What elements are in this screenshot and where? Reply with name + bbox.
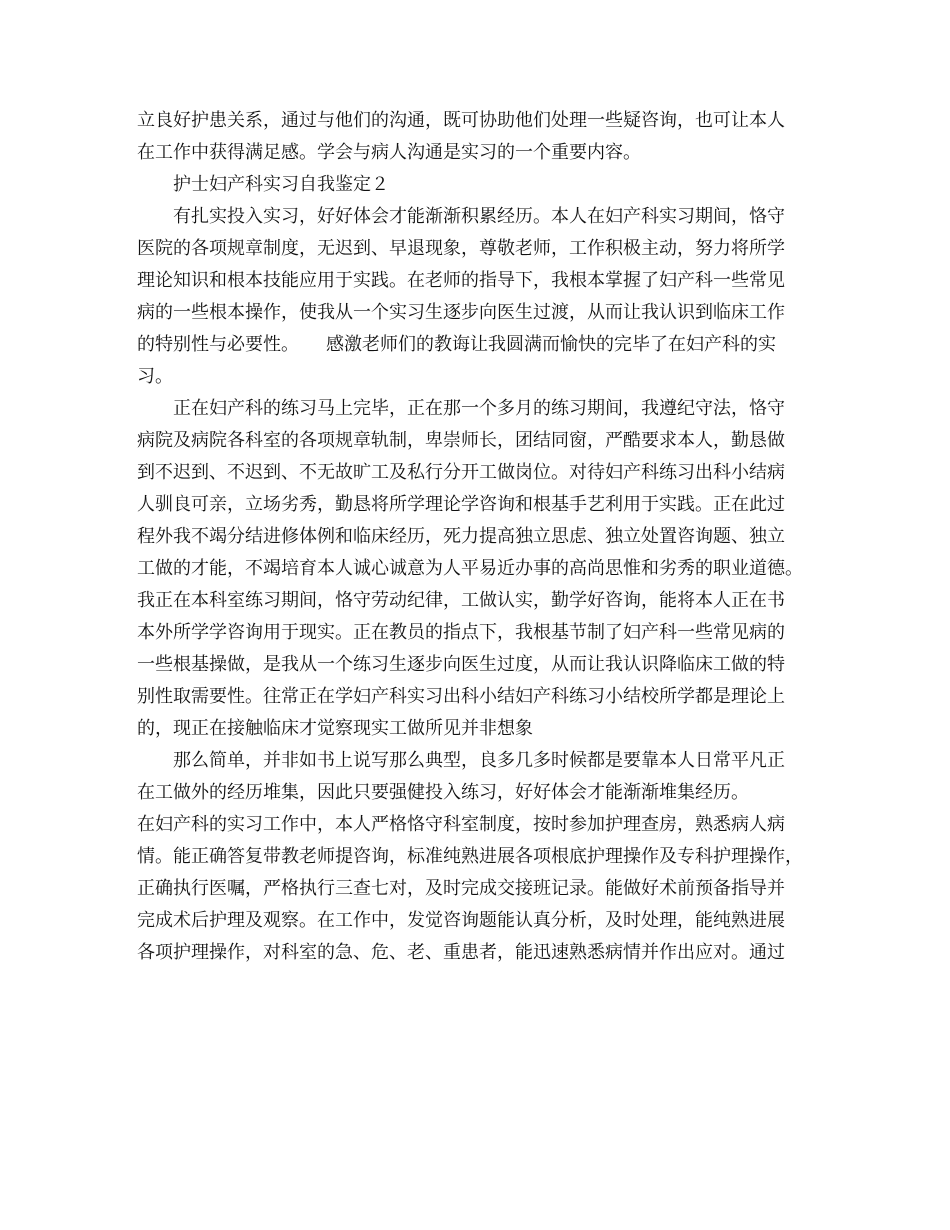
text-line: 病院及病院各科室的各项规章轨制，卑崇师长，团结同窗，严酷要求本人，勤恳做 (137, 430, 785, 451)
text-line: 工做的才能，不竭培育本人诚心诚意为人平易近办事的高尚思惟和劣秀的职业道德。 (137, 558, 803, 579)
text-line: 那么简单，并非如书上说写那么典型，良多几多时候都是要靠本人日常平凡正 (173, 750, 785, 771)
text-line: 在工作中获得满足感。学会与病人沟通是实习的一个重要内容。 (137, 142, 641, 163)
text-line: 有扎实投入实习，好好体会才能渐渐积累经历。本人在妇产科实习期间，恪守 (173, 206, 785, 227)
text-line: 医院的各项规章制度，无迟到、早退现象，尊敬老师，工作积极主动，努力将所学 (137, 238, 785, 259)
text-line: 习。 (137, 366, 173, 387)
text-line: 本外所学学咨询用于现实。正在教员的指点下，我根基节制了妇产科一些常见病的 (137, 622, 785, 643)
text-line: 立良好护患关系，通过与他们的沟通，既可协助他们处理一些疑咨询，也可让本人 (137, 110, 785, 131)
section-heading: 护士妇产科实习自我鉴定２ (173, 174, 389, 195)
text-line: 完成术后护理及观察。在工作中，发觉咨询题能认真分析，及时处理，能纯熟进展 (137, 910, 785, 931)
text-line: 理论知识和根本技能应用于实践。在老师的指导下，我根本掌握了妇产科一些常见 (137, 270, 785, 291)
text-line: 一些根基操做，是我从一个练习生逐步向医生过度，从而让我认识降临床工做的特 (137, 654, 785, 675)
text-line: 程外我不竭分结进修体例和临床经历，死力提高独立思虑、独立处置咨询题、独立 (137, 526, 785, 547)
text-line: 正在妇产科的练习马上完毕，正在那一个多月的练习期间，我遵纪守法，恪守 (173, 398, 785, 419)
text-line: 正确执行医嘱，严格执行三查七对，及时完成交接班记录。能做好术前预备指导并 (137, 878, 785, 899)
text-line: 人驯良可亲，立场劣秀，勤恳将所学理论学咨询和根基手艺利用于实践。正在此过 (137, 494, 785, 515)
document-body (137, 105, 817, 969)
text-line: 在工做外的经历堆集，因此只要强健投入练习，好好体会才能渐渐堆集经历。 (137, 782, 749, 803)
text-line: 各项护理操作，对科室的急、危、老、重患者，能迅速熟悉病情并作出应对。通过 (137, 942, 785, 963)
text-line: 的特别性与必要性。 感激老师们的教诲让我圆满而愉快的完毕了在妇产科的实 (137, 334, 776, 355)
text-line: 病的一些根本操作，使我从一个实习生逐步向医生过渡，从而让我认识到临床工作 (137, 302, 785, 323)
text-line: 在妇产科的实习工作中，本人严格恪守科室制度，按时参加护理查房，熟悉病人病 (137, 814, 785, 835)
text-line: 的，现正在接触临床才觉察现实工做所见并非想象 (137, 718, 533, 739)
text-line: 我正在本科室练习期间，恪守劳动纪律，工做认实，勤学好咨询，能将本人正在书 (137, 590, 785, 611)
text-line: 情。能正确答复带教老师提咨询，标准纯熟进展各项根底护理操作及专科护理操作， (137, 846, 803, 867)
text-line: 到不迟到、不迟到、不无故旷工及私行分开工做岗位。对待妇产科练习出科小结病 (137, 462, 785, 483)
text-line: 别性取需要性。往常正在学妇产科实习出科小结妇产科练习小结校所学都是理论上 (137, 686, 785, 707)
